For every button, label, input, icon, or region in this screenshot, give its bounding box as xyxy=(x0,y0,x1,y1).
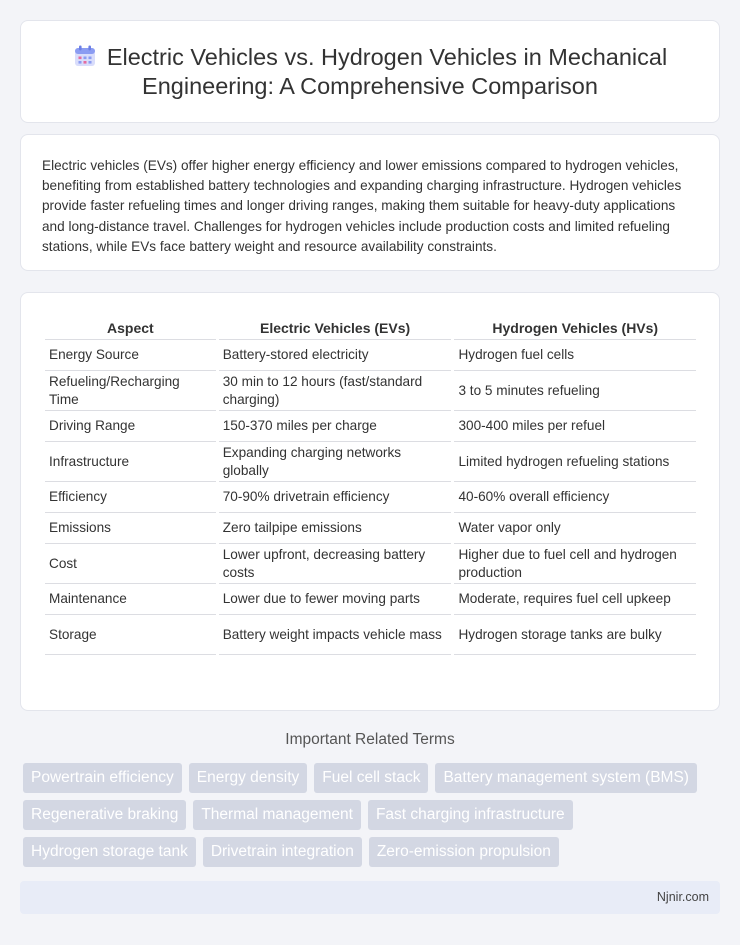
related-term-tag[interactable]: Battery management system (BMS) xyxy=(435,763,697,793)
calendar-icon xyxy=(73,44,97,68)
page-title-block xyxy=(21,43,719,101)
related-term-tag[interactable]: Thermal management xyxy=(193,800,361,830)
cell-hv: 40-60% overall efficiency xyxy=(454,482,696,513)
cell-aspect: Maintenance xyxy=(45,584,216,615)
cell-hv: Hydrogen fuel cells xyxy=(454,340,696,371)
cell-aspect: Refueling/Recharging Time xyxy=(45,371,216,411)
cell-aspect: Efficiency xyxy=(45,482,216,513)
table-row xyxy=(45,371,696,411)
footer-site-label: Njnir.com xyxy=(656,890,709,904)
related-terms-row-1 xyxy=(23,763,697,793)
cell-ev: 30 min to 12 hours (fast/standard charging) xyxy=(219,371,452,411)
cell-ev: Battery weight impacts vehicle mass xyxy=(219,615,452,655)
header-ev: Electric Vehicles (EVs) xyxy=(219,313,452,340)
cell-hv: Water vapor only xyxy=(454,513,696,544)
table-row xyxy=(45,442,696,482)
table-row xyxy=(45,615,696,655)
summary-paragraph: Electric vehicles (EVs) offer higher energy efficiency and lower emissions compared to hydrogen vehicles, benefiting from established battery technologies and expanding charging infrastructure. Hydrogen vehicles provide faster refueling times and longer driving ranges, making them suitable for heavy-duty applications and long-distance travel. Challenges for hydrogen vehicles include production costs and limited refueling stations, while EVs face battery weight and resource availability constraints. xyxy=(42,158,682,254)
table-row xyxy=(45,411,696,442)
cell-aspect: Driving Range xyxy=(45,411,216,442)
table-header-row xyxy=(45,313,696,340)
cell-hv: Moderate, requires fuel cell upkeep xyxy=(454,584,696,615)
related-term-tag[interactable]: Energy density xyxy=(189,763,308,793)
cell-aspect: Storage xyxy=(45,615,216,655)
table-row xyxy=(45,544,696,584)
cell-ev: Lower due to fewer moving parts xyxy=(219,584,452,615)
cell-aspect: Cost xyxy=(45,544,216,584)
cell-hv: Limited hydrogen refueling stations xyxy=(454,442,696,482)
cell-ev: 150-370 miles per charge xyxy=(219,411,452,442)
title-card xyxy=(20,20,720,123)
related-terms-row-3 xyxy=(23,837,559,867)
related-terms-row-2 xyxy=(23,800,573,830)
header-aspect: Aspect xyxy=(45,313,216,340)
header-hv: Hydrogen Vehicles (HVs) xyxy=(454,313,696,340)
comparison-table-card xyxy=(20,292,720,711)
related-term-tag[interactable]: Drivetrain integration xyxy=(203,837,362,867)
related-term-tag[interactable]: Zero-emission propulsion xyxy=(369,837,559,867)
cell-aspect: Energy Source xyxy=(45,340,216,371)
table-row xyxy=(45,513,696,544)
related-terms-heading: Important Related Terms xyxy=(285,731,455,748)
table-row xyxy=(45,340,696,371)
cell-ev: Lower upfront, decreasing battery costs xyxy=(219,544,452,584)
cell-ev: 70-90% drivetrain efficiency xyxy=(219,482,452,513)
page-title: Electric Vehicles vs. Hydrogen Vehicles in Mechanical Engineering: A Comprehensive Comparison xyxy=(106,44,668,99)
comparison-table xyxy=(42,313,699,655)
cell-hv: Higher due to fuel cell and hydrogen production xyxy=(454,544,696,584)
cell-ev: Zero tailpipe emissions xyxy=(219,513,452,544)
footer-bar xyxy=(20,881,720,914)
cell-hv: Hydrogen storage tanks are bulky xyxy=(454,615,696,655)
table-row xyxy=(45,584,696,615)
summary-card xyxy=(20,134,720,271)
cell-hv: 3 to 5 minutes refueling xyxy=(454,371,696,411)
cell-aspect: Emissions xyxy=(45,513,216,544)
related-term-tag[interactable]: Powertrain efficiency xyxy=(23,763,182,793)
table-row xyxy=(45,482,696,513)
cell-ev: Expanding charging networks globally xyxy=(219,442,452,482)
related-term-tag[interactable]: Hydrogen storage tank xyxy=(23,837,196,867)
cell-hv: 300-400 miles per refuel xyxy=(454,411,696,442)
related-term-tag[interactable]: Fuel cell stack xyxy=(314,763,428,793)
related-term-tag[interactable]: Regenerative braking xyxy=(23,800,186,830)
related-term-tag[interactable]: Fast charging infrastructure xyxy=(368,800,573,830)
cell-ev: Battery-stored electricity xyxy=(219,340,452,371)
cell-aspect: Infrastructure xyxy=(45,442,216,482)
